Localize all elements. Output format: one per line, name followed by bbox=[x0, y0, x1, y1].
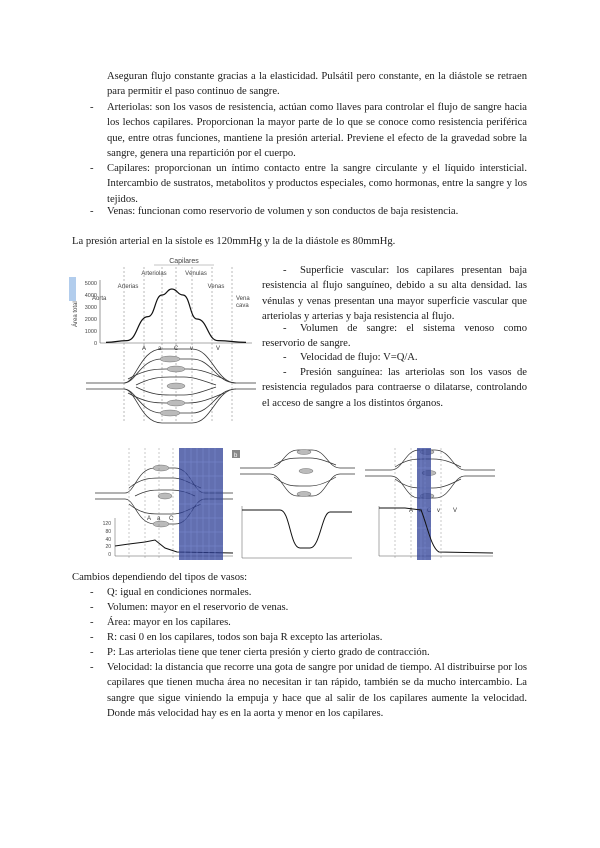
ytick-label: 2000 bbox=[84, 317, 97, 323]
resistance-panel-c bbox=[365, 448, 495, 563]
xaxis-letter: v bbox=[437, 508, 440, 514]
list-item-volumen: Volumen: mayor en el reservorio de venas. bbox=[107, 602, 289, 613]
label-arterias: Arterias bbox=[117, 284, 139, 290]
ytick-label: 4000 bbox=[84, 293, 97, 299]
velocity-panel-b bbox=[230, 448, 355, 563]
list-bullet: - bbox=[283, 323, 287, 334]
ytick-label: 5000 bbox=[84, 281, 97, 287]
label-arteriolas: Arteriolas bbox=[141, 271, 167, 277]
list-bullet: - bbox=[90, 662, 94, 673]
list-bullet: - bbox=[90, 206, 94, 217]
xaxis-letter: a bbox=[158, 346, 162, 352]
xaxis-letter: C bbox=[174, 346, 179, 352]
ytick-label: 40 bbox=[105, 537, 111, 543]
list-bullet: - bbox=[90, 163, 94, 174]
ytick-label: 1000 bbox=[84, 329, 97, 335]
xaxis-letter: v bbox=[190, 346, 193, 352]
list-bullet: - bbox=[90, 617, 94, 628]
list-item-resistencia: R: casi 0 en los capilares, todos son baja R excepto las arteriolas. bbox=[107, 632, 383, 643]
ytick-label: 120 bbox=[102, 521, 111, 527]
list-item-venas: Venas: funcionan como reservorio de volumen y son conductos de baja resistencia. bbox=[107, 206, 459, 217]
list-bullet: - bbox=[90, 587, 94, 598]
ytick-label: 0 bbox=[108, 552, 111, 558]
xaxis-letter: V bbox=[453, 508, 458, 514]
list-item-superficie-vascular: Superficie vascular: los capilares presentan baja resistencia al flujo sanguíneo, debido a su alta densidad. las vénulas y venas presentan una mayor superficie vascular que arteriolas y arterias y baja resistencia al flujo. bbox=[262, 265, 527, 323]
pressure-sentence: La presión arterial en la sístole es 120mmHg y la de la diástole es 80mmHg. bbox=[72, 236, 396, 247]
pressure-panel-a bbox=[95, 448, 233, 563]
list-item-velocidad-flujo: Velocidad de flujo: V=Q/A. bbox=[300, 352, 418, 363]
list-bullet: - bbox=[283, 367, 287, 378]
xaxis-letter: A bbox=[409, 508, 414, 514]
label-venas: Venas bbox=[207, 284, 225, 290]
list-item-area: Área: mayor en los capilares. bbox=[107, 617, 231, 628]
list-item-volumen-sangre: Volumen de sangre: el sistema venoso como reservorio de sangre. bbox=[262, 323, 527, 350]
list-bullet: - bbox=[283, 352, 287, 363]
ytick-label: 20 bbox=[105, 544, 111, 550]
intro-paragraph: Aseguran flujo constante gracias a la elasticidad. Pulsátil pero constante, en la diástole se retraen para permitir el paso continuo de sangre. bbox=[107, 71, 527, 98]
velocity-curve bbox=[242, 510, 352, 548]
list-item-arteriolas: Arteriolas: son los vasos de resistencia, actúan como llaves para controlar el flujo de sangre hacia los lechos capilares. Proporcionan la mayor parte de lo que se conoce como resistencia periférica que, entre otras funciones, mantiene la presión arterial. Previene el efecto de la gravedad sobre la sangre, genera una repartición por el cuerpo. bbox=[107, 102, 527, 160]
label-venulas: Vénulas bbox=[185, 271, 207, 277]
panel-tag: b bbox=[234, 453, 238, 459]
label-vena-cava: cava bbox=[236, 303, 249, 309]
list-item-velocidad: Velocidad: la distancia que recorre una gota de sangre por unidad de tiempo. Al distribuirse por los capilares que tienen mucha área no necesitan ir tan rápido, también se da mucho intercambio. La sangre que sigue viniendo la empuja y hace que al salir de los capilares aumente la velocidad. Donde más velocidad hay es en la aorta y menor en los capilares. bbox=[107, 662, 527, 720]
list-bullet: - bbox=[90, 602, 94, 613]
highlight-mark bbox=[69, 277, 76, 301]
list-bullet: - bbox=[90, 632, 94, 643]
xaxis-letter: A bbox=[142, 346, 147, 352]
yaxis-ticks bbox=[85, 281, 97, 347]
xaxis-letter: A bbox=[147, 516, 152, 522]
highlight-mark bbox=[417, 448, 431, 560]
list-bullet: - bbox=[90, 102, 94, 113]
ytick-label: 3000 bbox=[84, 305, 97, 311]
list-item-presion: P: Las arteriolas tiene que tener cierta presión y cierto grado de contracción. bbox=[107, 647, 430, 658]
label-vena-cava: Vena bbox=[236, 296, 250, 302]
xaxis-letter: a bbox=[157, 516, 161, 522]
changes-heading: Cambios dependiendo del tipos de vasos: bbox=[72, 572, 248, 583]
yaxis-label: Área total bbox=[73, 301, 79, 327]
vessel-area-figure bbox=[66, 255, 258, 425]
label-aorta: Aorta bbox=[92, 296, 107, 302]
ytick-label: 0 bbox=[93, 341, 97, 347]
list-bullet: - bbox=[283, 265, 287, 276]
figure-title: Capilares bbox=[169, 258, 199, 265]
xaxis-letter: V bbox=[216, 346, 221, 352]
resistance-curve bbox=[379, 508, 493, 553]
list-bullet: - bbox=[90, 647, 94, 658]
list-item-presion-sanguinea: Presión sanguínea: las arteriolas son los vasos de resistencia regulados para contraerse o dilatarse, controlando el acceso de sangre a los distintos órganos. bbox=[262, 367, 527, 409]
list-item-q: Q: igual en condiciones normales. bbox=[107, 587, 252, 598]
ytick-label: 80 bbox=[105, 529, 111, 535]
list-item-capilares: Capilares: proporcionan un íntimo contacto entre la sangre circulante y el líquido intersticial. Intercambio de sustratos, metabolitos y productos especiales, como hormonas, entre la sangre y los tejidos. bbox=[107, 163, 527, 205]
xaxis-letter: C bbox=[169, 516, 174, 522]
